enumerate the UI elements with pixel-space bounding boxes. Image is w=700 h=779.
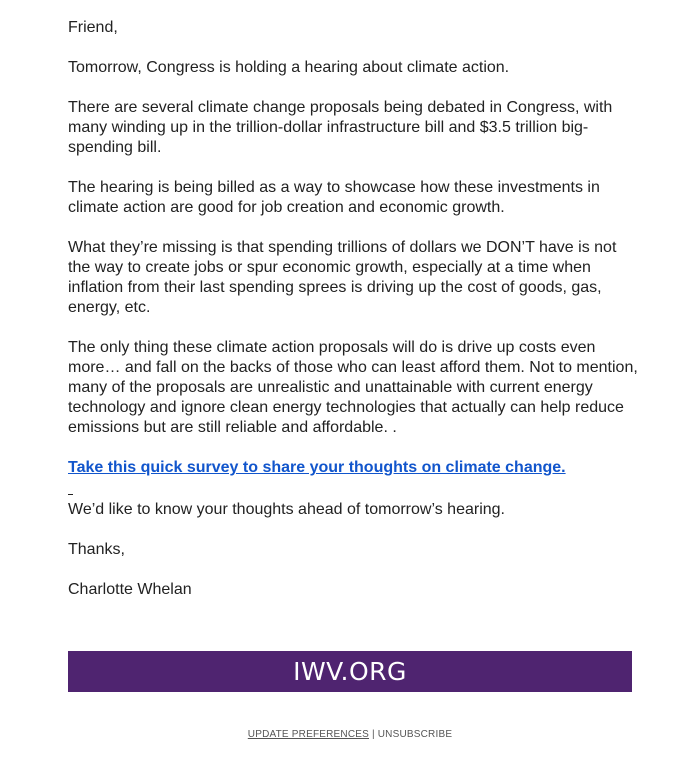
email-greeting: Friend, (68, 19, 118, 36)
email-closing: Thanks, (68, 541, 125, 558)
update-preferences-link[interactable]: UPDATE PREFERENCES (247, 729, 369, 740)
email-signature: Charlotte Whelan (68, 581, 192, 598)
iwv-banner[interactable] (68, 651, 632, 692)
banner-logo-text: IWV.ORG (293, 657, 407, 686)
survey-link-paragraph (68, 458, 638, 478)
email-paragraph-1: Tomorrow, Congress is holding a hearing about climate action. (68, 59, 510, 76)
email-body (68, 18, 638, 620)
email-footer (0, 729, 700, 740)
survey-link[interactable]: Take this quick survey to share your thoughts on climate change. (68, 459, 566, 476)
email-paragraph-3: The hearing is being billed as a way to showcase how these investments in climate action are good for job creation and economic growth. (68, 179, 600, 216)
email-paragraph-5: The only thing these climate action proposals will do is drive up costs even more… and fall on the backs of those who can least afford them. Not to mention, many of the proposals are unrealistic and unattainable with current energy technology and ignore clean energy technologies that actually can help reduce emissions but are still reliable and affordable. . (68, 339, 638, 436)
email-paragraph-4: What they’re missing is that spending trillions of dollars we DON’T have is not the way to create jobs or spur economic growth, especially at a time when inflation from their last spending sprees is driving up the cost of goods, gas, energy, etc. (68, 239, 617, 316)
stray-underline-mark (68, 494, 73, 495)
unsubscribe-link[interactable]: UNSUBSCRIBE (377, 729, 453, 740)
footer-separator: | (371, 729, 378, 740)
email-after-link-text: We’d like to know your thoughts ahead of tomorrow’s hearing. (68, 501, 505, 518)
email-paragraph-2: There are several climate change proposals being debated in Congress, with many winding up in the trillion-dollar infrastructure bill and $3.5 trillion big-spending bill. (68, 99, 613, 156)
